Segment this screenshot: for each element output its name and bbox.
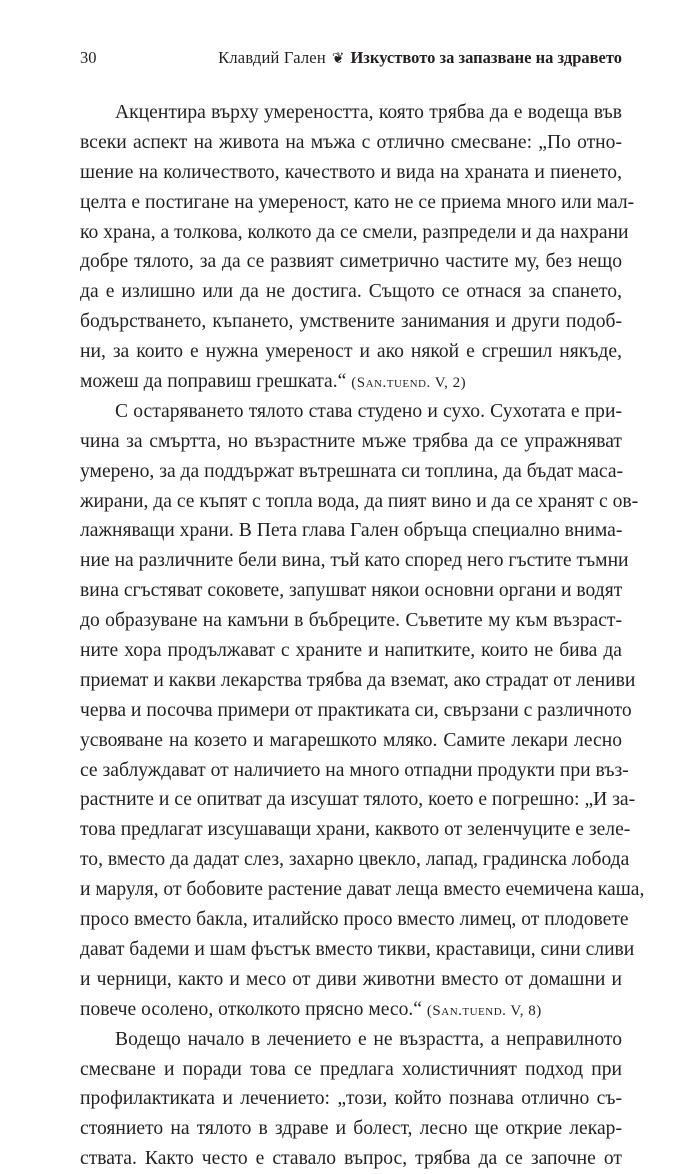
line-text: стоянието на тялото в здраве и болест, лесно ще открие лекар- [80, 1118, 622, 1140]
text-line [80, 158, 622, 188]
text-line [80, 845, 630, 875]
text-line [80, 277, 622, 307]
line-text: ствата. Както често е ставало въпрос, трябва да се започне от [80, 1148, 622, 1170]
line-text: повече осолено, отколкото прясно месо.“ [80, 998, 422, 1020]
line-text: приемат и какви лекарства трябва да вземат, ако страдат от лениви [80, 669, 636, 691]
text-line [80, 905, 629, 935]
text-line [80, 756, 629, 786]
line-text: шение на количеството, качеството и вида на храната и пиенето, [80, 161, 622, 183]
line-text: ко храна, а толкова, колкото да се смели, разпредели и да нахрани [80, 221, 629, 243]
line-text: добре тялото, за да се развият симетрично частите му, без нещо [80, 251, 622, 273]
text-line [80, 666, 636, 696]
book-title: Изкуството за запазване на здравето [350, 48, 622, 67]
text-line [80, 516, 622, 546]
paragraph-3 [80, 1025, 622, 1174]
line-text: чина за смъртта, но възрастните мъже трябва да се упражняват [80, 430, 622, 452]
citation: (San.tuend. V, 2) [351, 375, 467, 392]
text-line [80, 1055, 622, 1085]
line-text: ние на различните бели вина, тъй като според него гъстите тъмни [80, 550, 629, 572]
citation: (San.tuend. V, 8) [426, 1002, 542, 1019]
line-text: смесване и поради това се предлага холистичният подход при [80, 1058, 622, 1080]
text-line [80, 636, 622, 666]
text-line [80, 1144, 622, 1174]
body-text [80, 98, 645, 1174]
text-line [80, 815, 631, 845]
paragraph-2 [80, 397, 645, 1025]
text-line [80, 367, 622, 397]
paragraph-1 [80, 98, 635, 397]
line-text: черва и посочва примери от практиката си, свързани с различното [80, 699, 632, 721]
line-text: и маруля, от бобовите растение дават леща вместо ечемичена каша, [80, 879, 645, 901]
line-text: растните и се опитват да изсушат тялото, което е погрешно: „И за- [80, 789, 636, 811]
text-line [80, 487, 639, 517]
line-text: вина сгъстяват соковете, запушват някои основни органи и водят [80, 580, 623, 602]
line-text: ните хора продължават с храните и напитките, които не бива да [80, 640, 622, 662]
line-text: жирани, да се къпят с топла вода, да пият вино и да се хранят с ов- [80, 490, 639, 512]
page-number: 30 [80, 48, 97, 67]
author-name: Клавдий Гален [218, 48, 326, 67]
line-text: да е излишно или да не достига. Същото се отнася за спането, [80, 281, 622, 303]
text-line [80, 457, 622, 487]
text-line [80, 218, 629, 248]
text-line [80, 1114, 622, 1144]
line-text: то, вместо да дадат слез, захарно цвекло, лапад, градинска лобода [80, 849, 630, 871]
text-line [80, 965, 622, 995]
running-head [218, 48, 622, 68]
text-line [80, 995, 622, 1025]
text-line [80, 785, 636, 815]
line-text: можеш да поправиш грешката.“ [80, 371, 347, 393]
line-text: Водещо начало в лечението е не възрастта, а неправилното [115, 1028, 622, 1050]
text-line [80, 337, 622, 367]
fleuron-icon: ❦ [331, 51, 345, 67]
line-text: дават бадеми и шам фъстък вместо тикви, краставици, сини сливи [80, 938, 635, 960]
text-line [80, 397, 622, 427]
text-line [80, 427, 622, 457]
text-line [80, 128, 622, 158]
line-text: бодърстването, къпането, умствените занимания и други подоб- [80, 311, 622, 333]
line-text: просо вместо бакла, италийско просо вместо лимец, от плодовете [80, 909, 629, 931]
text-line [80, 606, 622, 636]
text-line [80, 546, 629, 576]
text-line [80, 576, 622, 606]
line-text: и черници, както и месо от диви животни вместо от домашни и [80, 968, 622, 990]
text-line [80, 935, 635, 965]
line-text: до образуване на камъни в бъбреците. Съветите му към възраст- [80, 610, 622, 632]
line-text: целта е постигане на умереност, като не се приема много или мал- [80, 191, 635, 213]
line-text: лажняващи храни. В Пета глава Гален обръща специално внима- [80, 520, 623, 542]
running-header [80, 48, 622, 74]
line-text: това предлагат изсушаващи храни, каквото от зеленчуците е зеле- [80, 819, 631, 841]
line-text: профилактиката и лечението: „този, който познава отлично съ- [80, 1088, 622, 1110]
text-line [80, 1025, 622, 1055]
text-line [80, 98, 622, 128]
text-line [80, 726, 622, 756]
line-text: умерено, за да поддържат вътрешната си топлина, да бъдат маса- [80, 460, 624, 482]
line-text: С остаряването тялото става студено и сухо. Сухотата е при- [115, 400, 622, 422]
line-text: се заблуждават от наличието на много отпадни продукти при въз- [80, 759, 629, 781]
text-line [80, 1084, 622, 1114]
text-line [80, 875, 645, 905]
text-line [80, 696, 632, 726]
line-text: Акцентира върху умереността, която трябва да е водеща във [115, 102, 622, 123]
line-text: ни, за които е нужна умереност и ако някой е сгрешил някъде, [80, 341, 622, 363]
text-line [80, 307, 622, 337]
line-text: всеки аспект на живота на мъжа с отлично смесване: „По отно- [80, 131, 622, 153]
line-text: усвояване на козето и магарешкото мляко. Самите лекари лесно [80, 729, 622, 751]
text-line [80, 247, 622, 277]
text-line [80, 188, 635, 218]
